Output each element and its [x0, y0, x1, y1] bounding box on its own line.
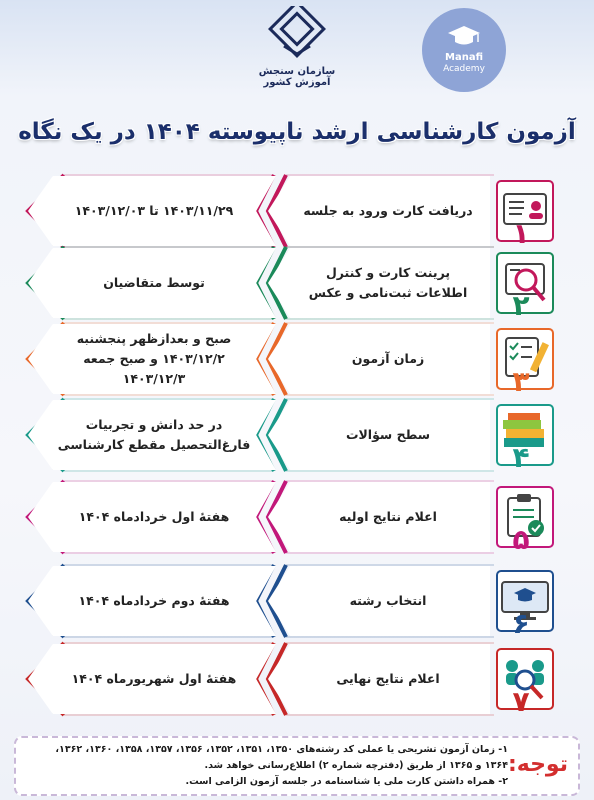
row-value: هفتهٔ دوم خردادماه ۱۴۰۴ [78, 593, 230, 608]
academy-logo [422, 8, 506, 92]
row-label: اعلام نتایج نهایی [336, 671, 440, 686]
timeline-row [28, 644, 554, 718]
row-label: اعلام نتایج اولیه [339, 509, 437, 524]
header [0, 0, 594, 110]
row-value: توسط متقاضیان [103, 275, 205, 290]
organization-emblem-icon [264, 6, 330, 60]
row-label: پرینت کارت و کنترل اطلاعات ثبت‌نامی و عکس [308, 265, 468, 300]
organization-caption: سازمان سنجش آموزش کشور [258, 66, 336, 88]
row-number: ۱ [512, 217, 530, 250]
row-label: زمان آزمون [351, 351, 425, 366]
row-number: ۷ [512, 685, 530, 718]
row-number: ۲ [512, 289, 530, 322]
row-number: ۶ [512, 607, 530, 640]
row-value: هفتهٔ اول خردادماه ۱۴۰۴ [78, 509, 230, 524]
timeline-row [28, 248, 554, 322]
timeline-row [28, 324, 554, 398]
note-text [24, 742, 508, 790]
row-value: در حد دانش و تجربیات فارغ‌التحصیل مقطع کارشناسی [57, 417, 251, 452]
timeline-row [28, 566, 554, 640]
graduation-cap-icon [446, 24, 482, 48]
note-line-1: ۱- زمان آزمون تشریحی یا عملی کد رشته‌های ۱۳۵۰، ۱۳۵۱، ۱۳۵۲، ۱۳۵۶، ۱۳۵۷، ۱۳۵۸، ۱۳۶۰، ۱۳۶۲، [55, 744, 508, 755]
note-box [14, 736, 580, 796]
row-label: دریافت کارت ورود به جلسه [303, 203, 473, 218]
row-number: ۴ [512, 441, 530, 474]
organization-logo [257, 6, 337, 92]
row-number: ۳ [512, 365, 530, 398]
page-title: آزمون کارشناسی ارشد ناپیوسته ۱۴۰۴ در یک نگاه [18, 119, 576, 145]
timeline-row [28, 176, 554, 250]
note-line-3: ۲- همراه داشتن کارت ملی یا شناسنامه در جلسه آزمون الزامی است. [185, 776, 508, 787]
row-value: هفتهٔ اول شهریورماه ۱۴۰۴ [71, 671, 237, 686]
timeline-row [28, 400, 554, 474]
note-label: توجه: [507, 752, 568, 777]
academy-name: Manafi [445, 52, 483, 63]
row-label: انتخاب رشته [349, 593, 427, 608]
row-value: صبح و بعدازظهر پنجشنبه ۱۴۰۳/۱۲/۲ و صبح جمعه ۱۴۰۳/۱۲/۳ [76, 331, 232, 386]
note-line-2: ۱۳۶۴ و ۱۳۶۵ از طریق (دفترچه شماره ۲) اطلاع‌رسانی خواهد شد. [204, 760, 508, 771]
row-label: سطح سؤالات [345, 427, 431, 442]
row-value: ۱۴۰۳/۱۱/۲۹ تا ۱۴۰۳/۱۲/۰۳ [74, 203, 234, 218]
timeline-row [28, 482, 554, 556]
academy-subtitle: Academy [443, 64, 485, 74]
row-number: ۵ [512, 523, 530, 556]
